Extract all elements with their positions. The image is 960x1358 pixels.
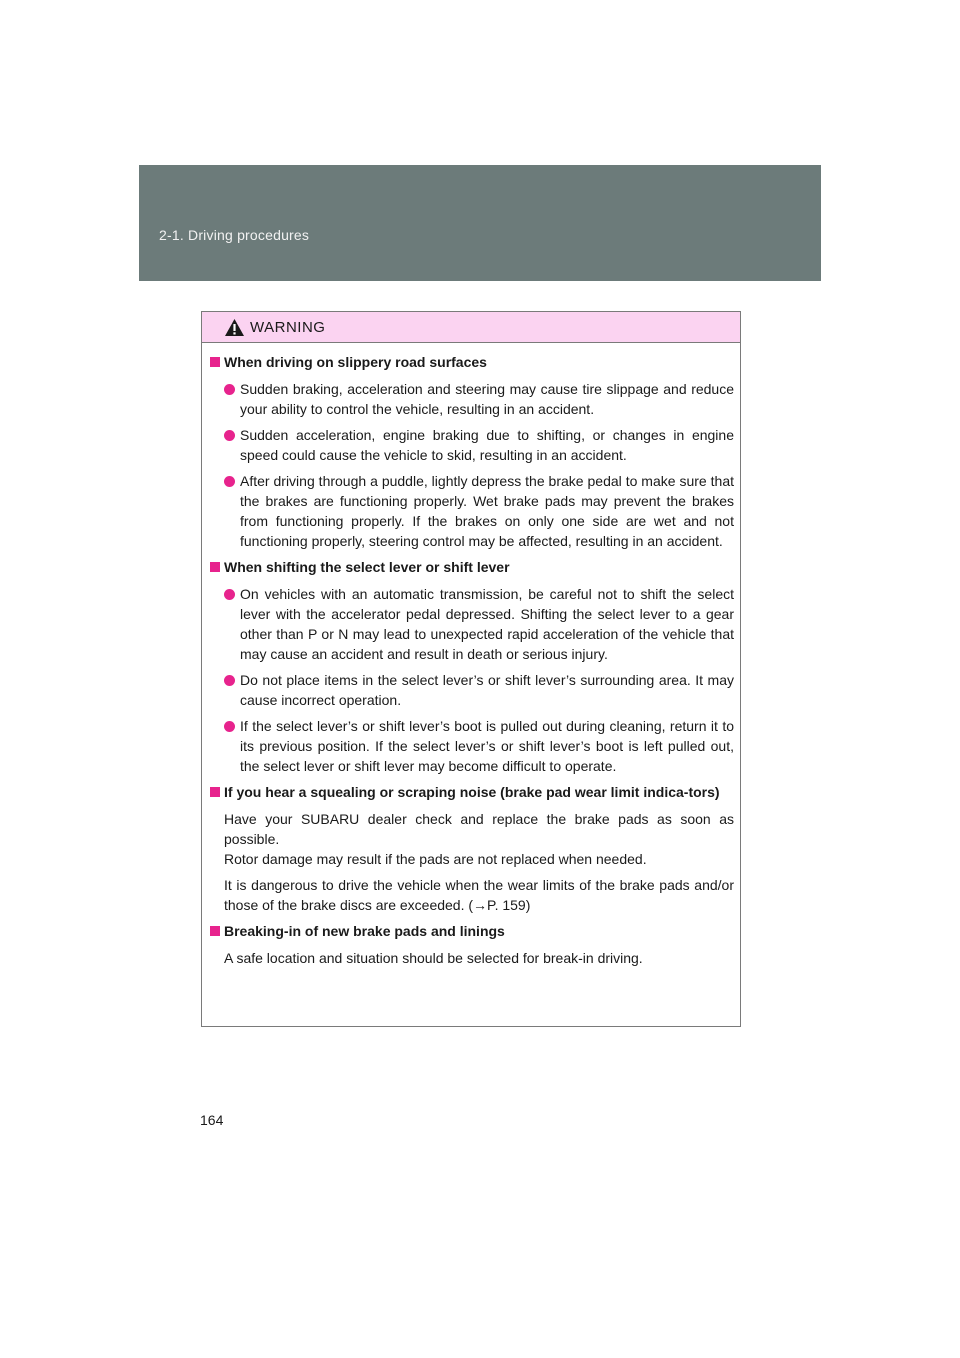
warning-body (202, 343, 740, 968)
round-bullet-icon (224, 675, 235, 686)
section-heading-text: Breaking-in of new brake pads and linings (224, 923, 505, 939)
round-bullet-icon (224, 589, 235, 600)
section-heading (210, 782, 734, 802)
section-heading (210, 352, 734, 372)
bullet-item (210, 379, 734, 419)
section-heading-text: If you hear a squealing or scraping noise (brake pad wear limit indica-tors) (224, 784, 720, 800)
bullet-item-text: If the select lever’s or shift lever’s boot is pulled out during cleaning, return it to its previous position. If the select lever’s or shift lever’s boot is left pulled out, the select lever or shift lever may become difficult to operate. (240, 718, 734, 774)
square-bullet-icon (210, 787, 220, 797)
paragraph-line: A safe location and situation should be selected for break-in driving. (224, 950, 643, 966)
square-bullet-icon (210, 562, 220, 572)
page-number: 164 (200, 1112, 224, 1128)
section-heading-text: When shifting the select lever or shift lever (224, 559, 510, 575)
bullet-item-text: Do not place items in the select lever’s or shift lever’s surrounding area. It may cause incorrect operation. (240, 672, 734, 708)
warning-section (210, 921, 734, 968)
warning-section (210, 782, 734, 915)
section-heading (210, 557, 734, 577)
bullet-item (210, 716, 734, 776)
warning-triangle-icon (224, 318, 245, 337)
section-heading-text: When driving on slippery road surfaces (224, 354, 487, 370)
bullet-item (210, 670, 734, 710)
bullet-item-text: Sudden acceleration, engine braking due to shifting, or changes in engine speed could cause the vehicle to skid, resulting in an accident. (240, 427, 734, 463)
square-bullet-icon (210, 357, 220, 367)
section-heading (210, 921, 734, 941)
chapter-header-band (139, 165, 821, 281)
paragraph (210, 875, 734, 915)
square-bullet-icon (210, 926, 220, 936)
warning-header (202, 312, 740, 343)
paragraph-line: It is dangerous to drive the vehicle when the wear limits of the brake pads and/or those of the brake discs are exceeded. (→P. 159) (224, 877, 734, 913)
bullet-item-text: On vehicles with an automatic transmission, be careful not to shift the select lever with the accelerator pedal depressed. Shifting the select lever to a gear other than P or N may lead to unexpected rapid acceleration of the vehicle that may cause an accident and result in death or serious injury. (240, 586, 734, 662)
paragraph-line: Rotor damage may result if the pads are not replaced when needed. (224, 851, 647, 867)
bullet-item-text: After driving through a puddle, lightly depress the brake pedal to make sure that the brakes are functioning properly. Wet brake pads may prevent the brakes from functioning properly. If the brakes on only one side are wet and not functioning properly, steering control may be affected, resulting in an accident. (240, 473, 734, 549)
paragraph-line: Have your SUBARU dealer check and replace the brake pads as soon as possible. (224, 811, 734, 847)
bullet-item (210, 471, 734, 551)
warning-section (210, 557, 734, 776)
round-bullet-icon (224, 476, 235, 487)
paragraph (210, 809, 734, 869)
bullet-item-text: Sudden braking, acceleration and steering may cause tire slippage and reduce your ability to control the vehicle, resulting in an accident. (240, 381, 734, 417)
paragraph (210, 948, 734, 968)
round-bullet-icon (224, 721, 235, 732)
round-bullet-icon (224, 430, 235, 441)
section-title: 2-1. Driving procedures (159, 227, 310, 243)
bullet-item (210, 584, 734, 664)
warning-section (210, 352, 734, 551)
round-bullet-icon (224, 384, 235, 395)
bullet-item (210, 425, 734, 465)
warning-box (201, 311, 741, 1027)
warning-title: WARNING (250, 319, 326, 336)
